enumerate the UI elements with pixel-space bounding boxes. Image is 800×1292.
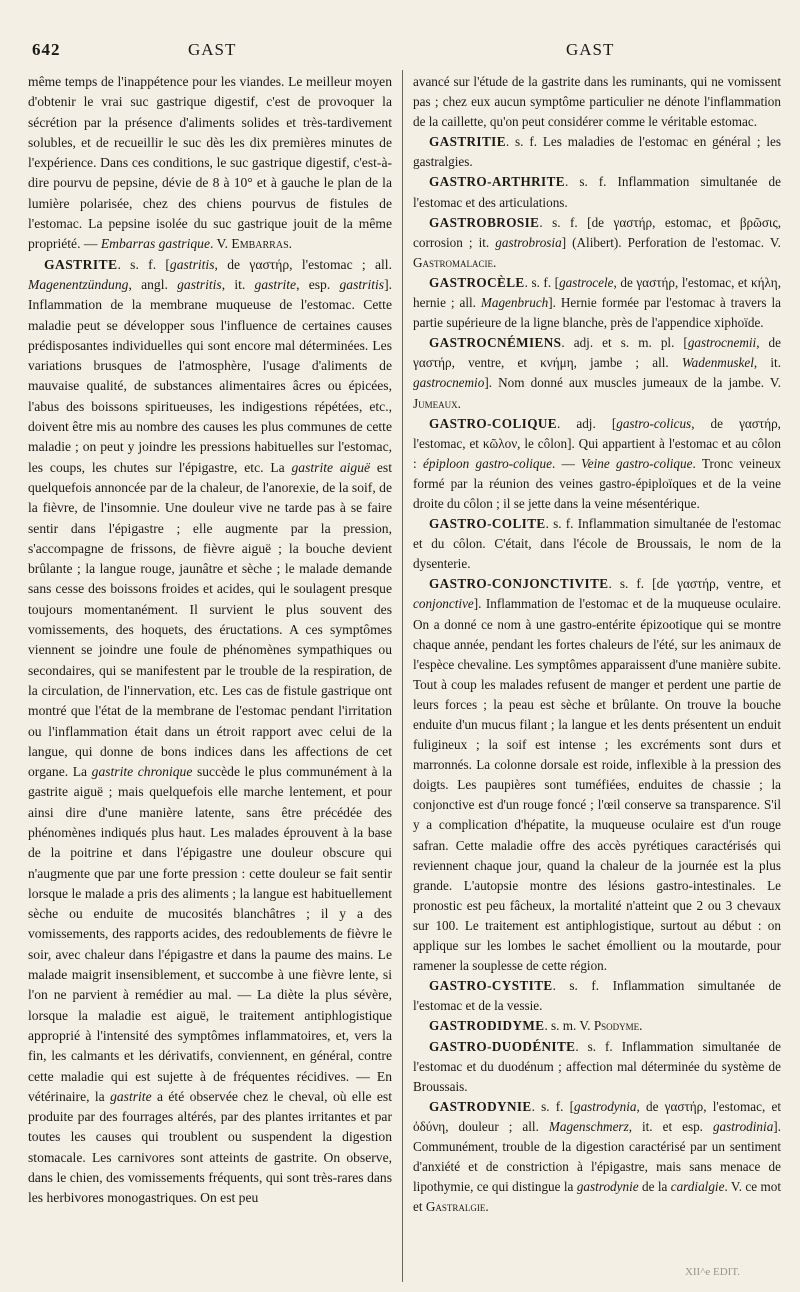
headword: GASTRO-COLITE	[429, 516, 546, 532]
left-running-head: GAST	[188, 40, 237, 59]
cross-reference: Embarras	[231, 236, 289, 252]
column-divider	[402, 70, 403, 1282]
entry-gastro-conjonctivite: GASTRO-CONJONCTIVITE. s. f. [de γαστήρ, ventre, et conjonctive]. Inflammation de l'estomac et de la muqueuse oculaire. On a donné ce nom à une gastro-entérite épizootique qui se montre chaque année, pendant les fortes chaleurs de l'été, sur les animaux de l'espèce chevaline. Les symptômes apparaissent d'une manière subite. Tout à coup les malades refusent de manger et perdent une partie de leurs forces ; la peau est sèche et brûlante. On trouve la bouche enduite d'un mucus filant ; la langue et les dents présentent un enduit fuligineux ; la soif est intense ; les excréments sont durs et marronnés. La colonne dorsale est roide, inflexible à la pression des doigts. Les paupières sont tuméfiées, enduites de chassie ; la conjonctive est d'un rouge foncé ; l'œil conserve sa transparence. S'il y a complication d'hépatite, la muqueuse oculaire est d'un rouge safran. Cette maladie offre des accès pyrétiques caractérisés qui reviennent chaque jour, quand la chaleur de la journée est la plus grande. L'autopsie montre des lésions gastro-intestinales. Le pronostic est peu fâcheux, la mortalité n'atteint que 2 ou 3 chevaux sur 100. Le traitement est antiphlogistique, surtout au début : on applique sur les lombes le sachet émollient ou la moutarde, pour ramener la souplesse de cette région.	[413, 576, 781, 974]
headword: GASTROCNÉMIENS	[429, 335, 562, 351]
headword: GASTRO-CONJONCTIVITE	[429, 576, 609, 592]
entry-gastrobrosie: GASTROBROSIE. s. f. [de γαστήρ, estomac, et βρῶσις, corrosion ; it. gastrobrosia] (Alibert). Perforation de l'estomac. V. Gastromalacie.	[413, 214, 781, 270]
entry-gastrite: GASTRITE. s. f. [gastritis, de γαστήρ, l'estomac ; all. Magenentzündung, angl. gastritis, it. gastrite, esp. gastritis]. Inflammation de la membrane muqueuse de l'estomac. Cette maladie peut se développer sous l'influence de certaines causes prédisposantes individuelles qui sont encore mal déterminées. Les variations brusques de l'atmosphère, l'usage d'aliments de mauvaise qualité, de substances alimentaires âcres ou épicées, l'abus des boissons spiritueuses, les indigestions répétées, etc., doivent être mis au nombre des causes les plus communes de cette maladie ; on peut y joindre les pressions habituelles sur l'estomac, les coups, les chutes sur l'épigastre, etc. La gastrite aiguë est quelquefois annoncée par de la chaleur, de l'anorexie, de la soif, de la fièvre, de l'insomnie. Une douleur vive ne tarde pas à se faire sentir dans l'épigastre ; elle augmente par la pression, s'accompagne de frissons, de fièvre aiguë ; la bouche devient brûlante ; la langue rouge, jaunâtre et sèche ; le malade demande sans cesse des boissons froides et acides, qui le soulagent presque toujours momentanément. Il survient le plus souvent des vomissements, des hoquets, des éructations. A ces symptômes viennent se joindre une foule de phénomènes sympathiques ou secondaires, qui se manifestent par le trouble de la respiration, de la circulation, de l'innervation, etc. Les cas de fistule gastrique ont montré que l'état de la membrane de l'estomac pendant l'irritation ou l'inflammation était dans un étroit rapport avec celui de la langue, qui donne de bons indices dans les affections de cet organe. La gastrite chronique succède le plus communément à la gastrite aiguë ; mais quelquefois elle marche lentement, et pour ainsi dire d'une manière latente, sans être précédée des phénomènes indiqués plus haut. Les malades éprouvent à la base de la poitrine et dans l'épigastre une douleur obscure qui n'augmente que par une forte pression : cette douleur se fait sentir lorsque le malade a pris des aliments ; la langue est habituellement sèche ou enduite de mucosités blanchâtres ; il y a des vomissements, des rapports acides, des redoublements de fièvre le soir, avec chaleur dans l'épigastre et dans la paume des mains. Le malade maigrit insensiblement, et succombe à une fièvre lente, si l'on ne parvient à remédier au mal. — La diète la plus sévère, lorsque la maladie est aiguë, le traitement antiphlogistique approprié à l'intensité des symptômes inflammatoires, et, vers la fin, les calmants et les dérivatifs, conviennent, en général, contre cette maladie qui est sujette à de fréquentes récidives. — En vétérinaire, la gastrite a été observée chez le cheval, où elle est produite par des fourrages altérés, par des plantes irritantes et par toutes les causes qui troublent ou suspendent la digestion stomacale. Les carnivores sont atteints de gastrite. On observe, dans le chien, des vomissements fréquents, qui sont très-rares dans les herbivores monogastriques. On est peu	[28, 256, 392, 1206]
cross-reference: Psodyme	[593, 1018, 640, 1034]
entry-gastro-duodenite: GASTRO-DUODÉNITE. s. f. Inflammation simultanée de l'estomac et du duodénum ; affection mal déterminée du système de Broussais.	[413, 1038, 781, 1094]
entry-gastritie: GASTRITIE. s. f. Les maladies de l'estomac en général ; les gastralgies.	[413, 134, 781, 170]
headword: GASTRO-ARTHRITE	[429, 174, 565, 190]
entry-gastrocnemiens: GASTROCNÉMIENS. adj. et s. m. pl. [gastrocnemii, de γαστήρ, ventre, et κνήμη, jambe ; all. Wadenmuskel, it. gastrocnemio]. Nom donné aux muscles jumeaux de la jambe. V. Jumeaux.	[413, 335, 781, 411]
entry-gastrocele: GASTROCÈLE. s. f. [gastrocele, de γαστήρ, l'estomac, et κήλη, hernie ; all. Magenbruch]. Hernie formée par l'estomac à travers la partie supérieure de la ligne blanche, près de l'appendice xiphoïde.	[413, 274, 781, 331]
entry-gastro-colite: GASTRO-COLITE. s. f. Inflammation simultanée de l'estomac et du côlon. C'était, dans l'école de Broussais, le nom de la dysenterie.	[413, 516, 781, 572]
entry-gastrodynie: GASTRODYNIE. s. f. [gastrodynia, de γαστήρ, l'estomac, et ὀδύνη, douleur ; all. Magenschmerz, it. et esp. gastrodinia]. Communément, trouble de la digestion caractérisé par un sentiment d'anxiété et de constriction à l'épigastre, mais sans menace de lipothymie, ce qui distingue la gastrodynie de la cardialgie. V. ce mot et Gastralgie.	[413, 1098, 781, 1215]
right-column	[413, 72, 781, 1272]
cross-reference: Gastralgie	[425, 1199, 486, 1215]
headword: GASTRODYNIE	[429, 1098, 532, 1114]
cross-reference: Gastromalacie	[413, 254, 494, 270]
right-running-head: GAST	[566, 40, 615, 59]
cross-reference: Jumeaux	[413, 395, 458, 411]
entry-continuation: même temps de l'inappétence pour les viandes. Le meilleur moyen d'obtenir le vrai suc gastrique digestif, c'est de provoquer la sécrétion par la présence d'aliments solides et très-tardivement solubles, et de recueillir le suc dès les dix premières minutes de l'expérience. Dans ces conditions, le suc gastrique digestif, c'est-à-dire pourvu de pepsine, dévie de 8 à 10° et à gauche le plan de la lumière polarisée, chez des chiens pourvus de fistules de l'estomac. La pepsine isolée du suc gastrique jouit de la même propriété. — Embarras gastrique. V. Embarras.	[28, 74, 392, 252]
running-header	[0, 40, 800, 68]
headword: GASTRODIDYME	[429, 1018, 545, 1034]
headword: GASTROCÈLE	[429, 274, 525, 290]
entry-gastrodidyme: GASTRODIDYME. s. m. V. Psodyme.	[429, 1018, 643, 1034]
entry-gastro-colique: GASTRO-COLIQUE. adj. [gastro-colicus, de γαστήρ, l'estomac, et κῶλον, le côlon]. Qui appartient à l'estomac et au côlon : épiploon gastro-colique. — Veine gastro-colique. Tronc veineux formé par la réunion des veines gastro-épiploïques et de la veine droite du côlon ; il se jette dans la veine mésentérique.	[413, 415, 781, 511]
headword: GASTRO-COLIQUE	[429, 415, 557, 431]
headword: GASTROBROSIE	[429, 214, 540, 230]
headword: GASTRITE	[44, 256, 118, 272]
entry-gastro-cystite: GASTRO-CYSTITE. s. f. Inflammation simultanée de l'estomac et de la vessie.	[413, 978, 781, 1014]
entry-gastro-arthrite: GASTRO-ARTHRITE. s. f. Inflammation simultanée de l'estomac et des articulations.	[413, 174, 781, 210]
footer-mark: XII^e EDIT.	[684, 1266, 740, 1278]
page-number: 642	[32, 40, 61, 59]
headword: GASTRITIE	[429, 134, 506, 150]
headword: GASTRO-DUODÉNITE	[429, 1038, 576, 1054]
headword: GASTRO-CYSTITE	[429, 978, 553, 994]
left-column	[28, 72, 392, 1272]
entry-continuation: avancé sur l'étude de la gastrite dans les ruminants, qui ne vomissent pas ; chez eux aucun symptôme particulier ne dénote l'inflammation de la caillette, qu'on peut considérer comme le véritable estomac.	[413, 74, 781, 130]
